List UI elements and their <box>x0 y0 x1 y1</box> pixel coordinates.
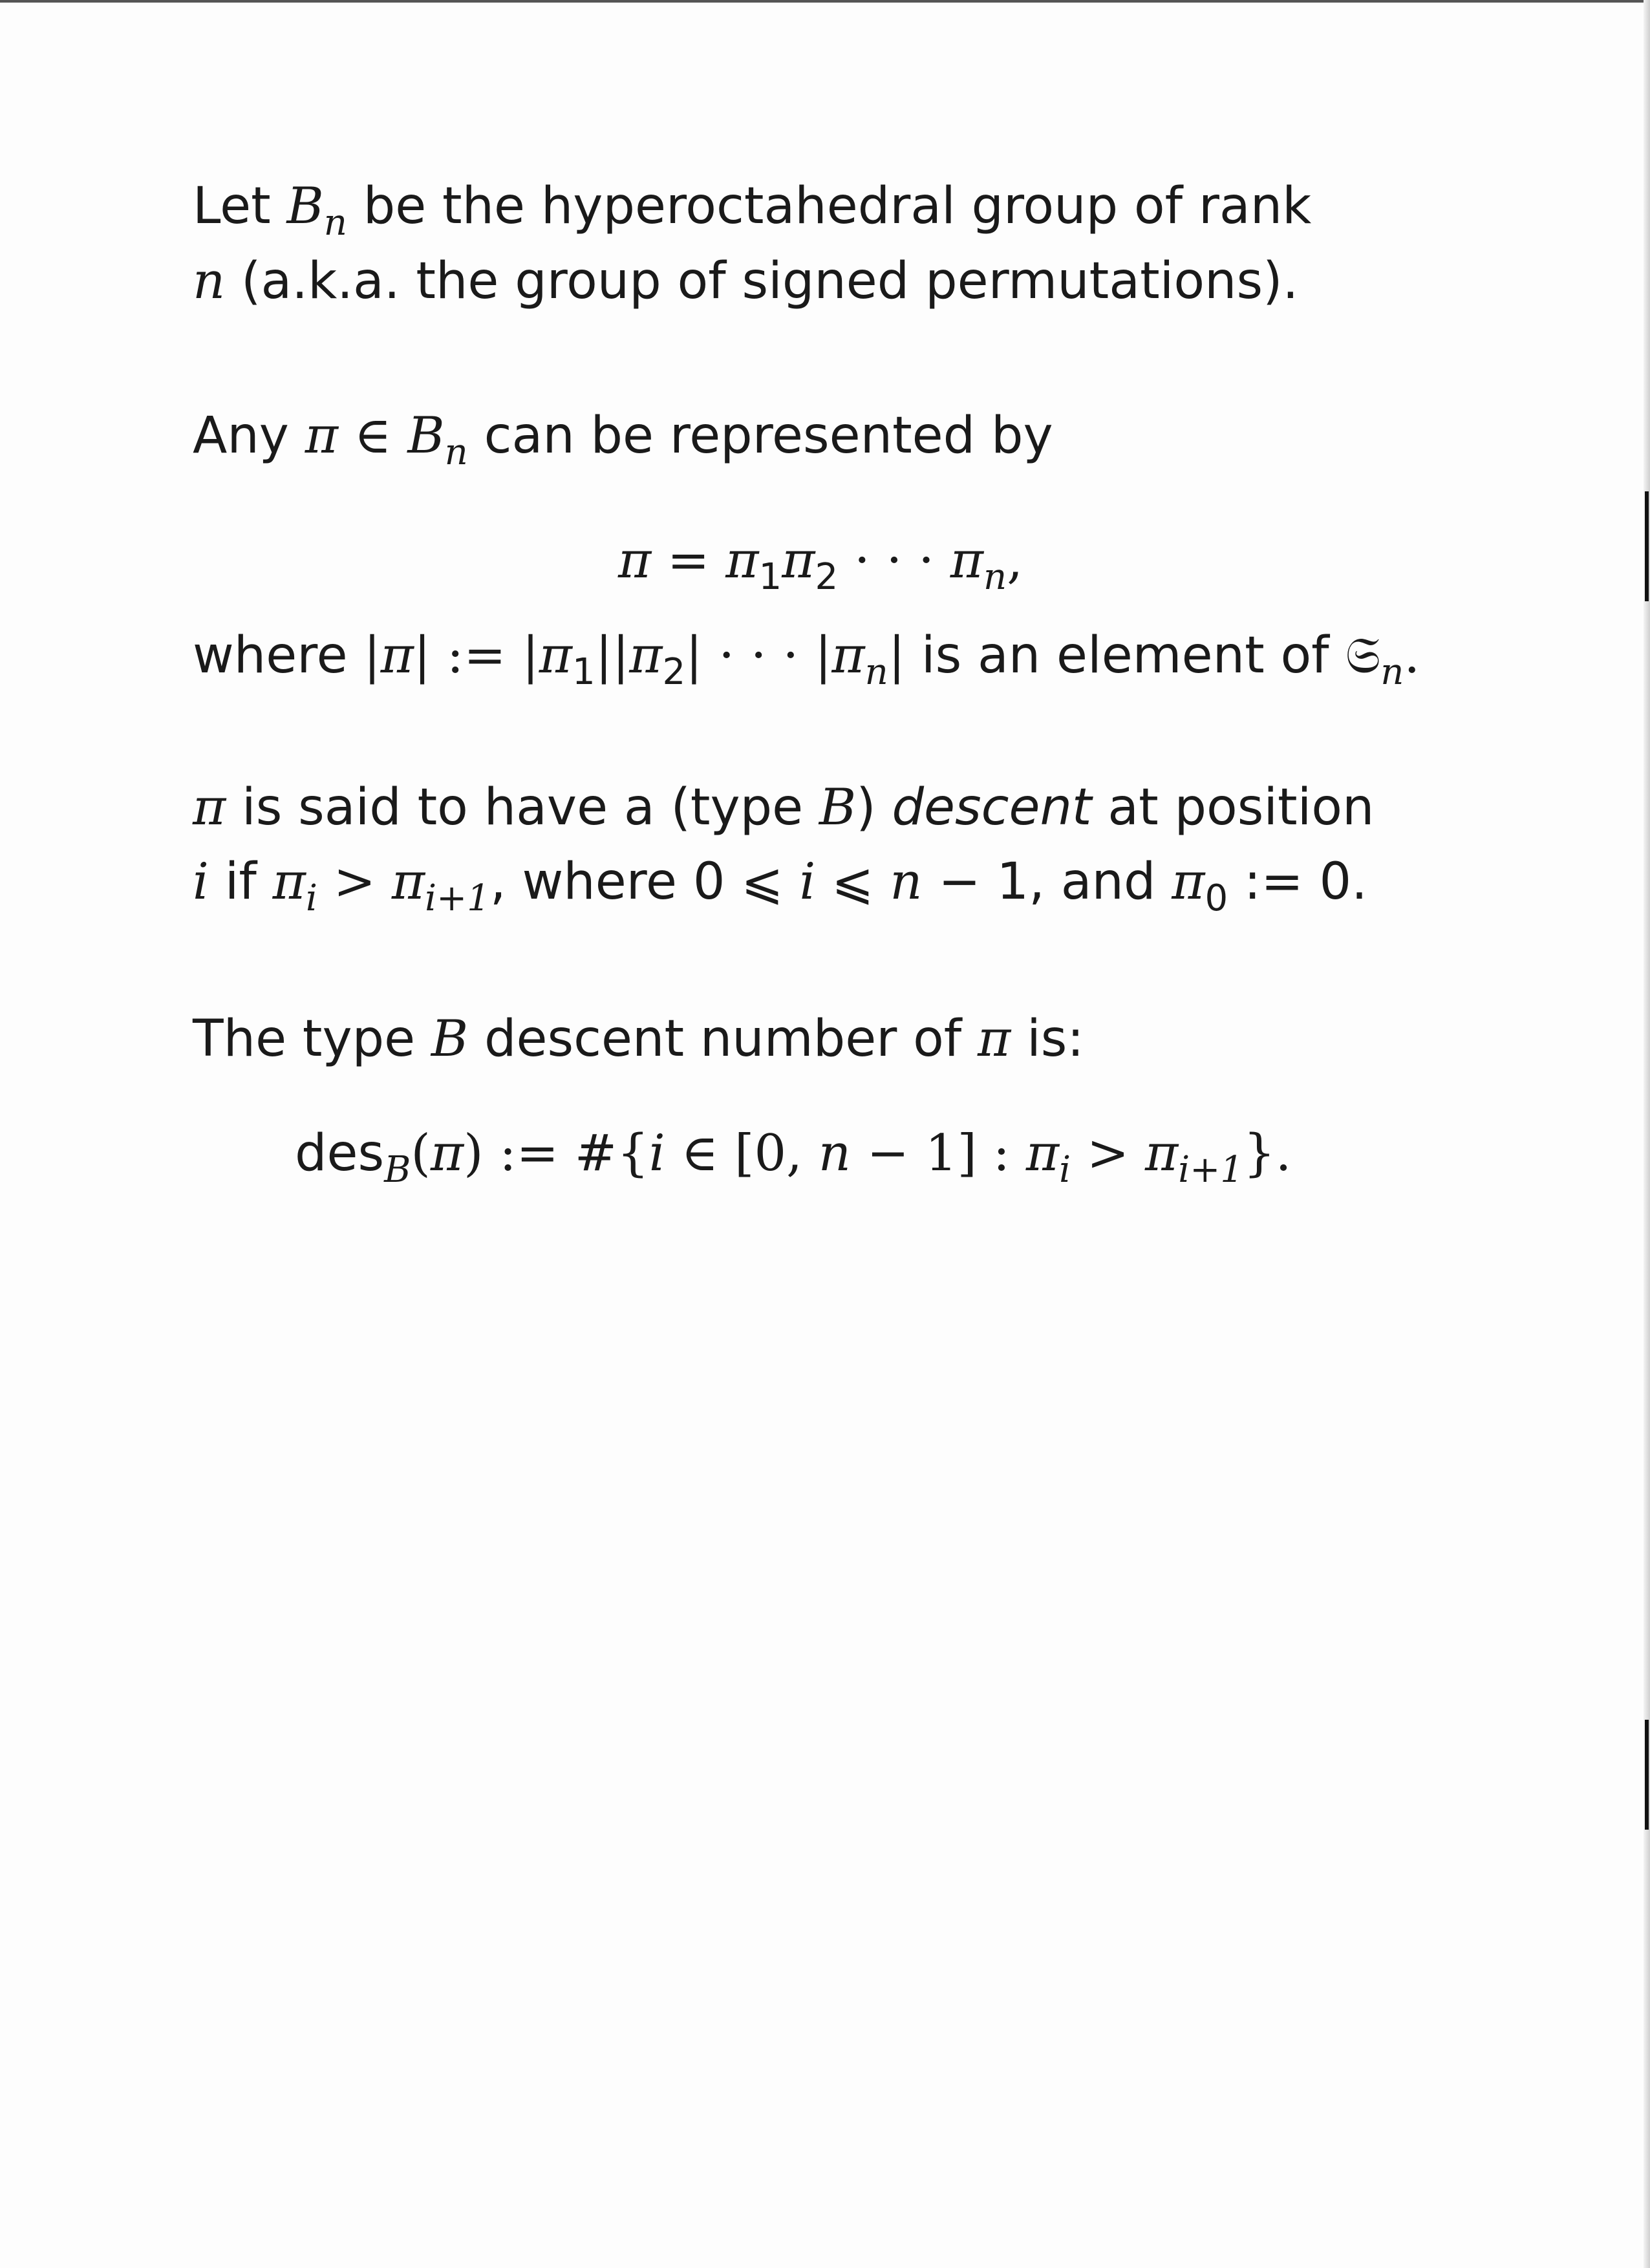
math-symbol: 𝔖 <box>1345 626 1381 685</box>
math-subscript: n <box>983 555 1007 598</box>
math-symbol: π <box>1172 853 1205 911</box>
math-operator: > <box>317 853 392 911</box>
math-symbol: | <box>595 626 612 685</box>
math-symbol: B <box>286 177 324 235</box>
math-symbol: π <box>618 531 652 590</box>
emphasized-term: descent <box>892 778 1092 837</box>
math-symbol: π <box>305 407 339 465</box>
math-symbol: i <box>193 853 209 911</box>
text: ) <box>856 778 892 837</box>
text: is said to have a (type <box>226 778 819 837</box>
text-line <box>193 1010 1084 1068</box>
text: can be represented by <box>467 407 1053 465</box>
math-subscript: i+1 <box>425 877 490 919</box>
math-symbol: | <box>888 626 906 685</box>
text: descent number of <box>468 1010 978 1068</box>
math-subscript: 1 <box>572 650 595 693</box>
math-symbol: π <box>391 853 425 911</box>
math-operator-name: des <box>295 1124 385 1182</box>
text: − 1, and <box>922 853 1172 911</box>
math-punctuation: ( <box>411 1124 431 1182</box>
math-subscript: i <box>1059 1148 1071 1191</box>
text-line <box>193 177 1312 244</box>
math-punctuation: }. <box>1243 1124 1292 1182</box>
text: := 0. <box>1228 853 1367 911</box>
text: where <box>193 626 364 685</box>
scan-edge-right <box>1644 0 1650 2268</box>
math-symbol: π <box>725 531 759 590</box>
math-subscript: 2 <box>815 555 839 598</box>
math-symbol: | <box>685 626 703 685</box>
text: Any <box>193 407 305 465</box>
text: is an element of <box>905 626 1345 685</box>
math-subscript: n <box>444 431 468 473</box>
math-symbol: |π| <box>363 626 431 685</box>
math-dots: · · · <box>702 626 815 685</box>
math-subscript: i+1 <box>1178 1148 1244 1191</box>
text: Let <box>193 177 287 235</box>
text: is: <box>1011 1010 1084 1068</box>
math-punctuation: ) <box>464 1124 484 1182</box>
math-symbol: B <box>431 1010 469 1068</box>
math-symbol: B <box>819 778 857 837</box>
text: , where 0 <box>489 853 742 911</box>
math-operator: := <box>431 626 522 685</box>
text: (a.k.a. the group of signed permutations). <box>225 252 1299 310</box>
math-operator: > <box>1071 1124 1146 1182</box>
text-line <box>193 853 1367 919</box>
text-line <box>193 626 1420 693</box>
math-subscript: n <box>1380 650 1404 693</box>
scan-mark <box>1645 491 1649 601</box>
math-symbol: |π <box>522 626 572 685</box>
scan-edge-top <box>0 0 1650 3</box>
math-subscript: n <box>323 201 347 244</box>
display-equation-desb <box>295 1124 1292 1191</box>
math-symbol: n <box>873 853 923 911</box>
text: at position <box>1091 778 1375 837</box>
math-symbol: |π <box>612 626 663 685</box>
math-symbol: i <box>648 1124 665 1182</box>
math-operator: ∈ <box>338 407 408 465</box>
math-subscript: i <box>305 877 317 919</box>
math-symbol: n <box>193 252 226 310</box>
math-subscript: 0 <box>1205 877 1228 919</box>
text-line <box>193 407 1053 473</box>
display-equation-pi <box>618 531 1023 598</box>
math-symbol: π <box>1025 1124 1060 1182</box>
math-symbol: π <box>978 1010 1011 1068</box>
math-symbol: n <box>818 1124 851 1182</box>
math-operator: = <box>651 531 726 590</box>
math-symbol: π <box>950 531 984 590</box>
math-subscript: B <box>384 1148 411 1191</box>
math-symbol: π <box>782 531 815 590</box>
math-symbol: B <box>407 407 445 465</box>
text-line <box>193 252 1299 310</box>
math-punctuation: , <box>1007 531 1023 590</box>
math-subscript: 1 <box>758 555 782 598</box>
math-symbol: π <box>272 853 306 911</box>
math-operator: ∈ [0, <box>665 1124 819 1182</box>
math-symbol: i <box>783 853 832 911</box>
scan-mark <box>1645 1720 1649 1830</box>
text: The type <box>193 1010 431 1068</box>
math-operator: − 1] : <box>850 1124 1026 1182</box>
math-punctuation: . <box>1404 626 1420 685</box>
math-symbol: π <box>1145 1124 1179 1182</box>
math-subscript: 2 <box>662 650 686 693</box>
math-symbol: |π <box>815 626 865 685</box>
text-line <box>193 778 1375 837</box>
text: if <box>208 853 273 911</box>
math-dots: · · · <box>838 531 950 590</box>
math-operator: ⩽ <box>831 853 874 911</box>
math-subscript: n <box>864 650 888 693</box>
math-symbol: π <box>193 778 226 837</box>
math-operator: := #{ <box>483 1124 649 1182</box>
math-symbol: π <box>430 1124 464 1182</box>
math-operator: ⩽ <box>741 853 784 911</box>
text: be the hyperoctahedral group of rank <box>347 177 1312 235</box>
